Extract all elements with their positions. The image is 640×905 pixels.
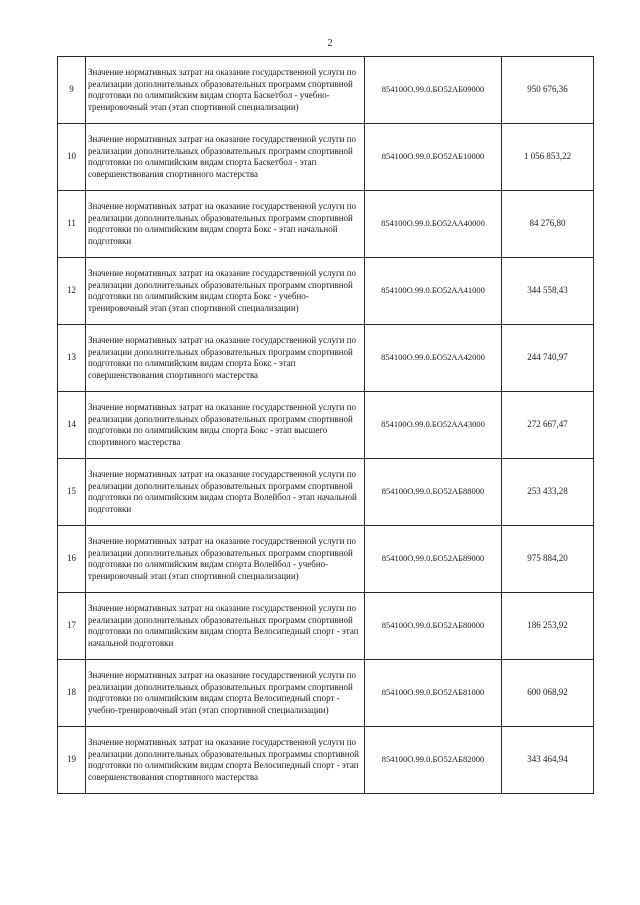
row-description: Значение нормативных затрат на оказание государственной услуги по реализации дополнительных образовательных программ спортивной подготовки по олимпийским видам спорта Баскетбол - учебно-тренировочный этап (этап спортивной специализации) [86, 57, 365, 124]
row-code: 854100О.99.0.БО52АА43000 [365, 392, 502, 459]
row-description: Значение нормативных затрат на оказание государственной услуги по реализации дополнительных образовательных программ спортивной подготовки по олимпийским видам спорта Волейбол - этап начальной подготовки [86, 459, 365, 526]
table-row [58, 258, 594, 325]
row-code: 854100О.99.0.БО52АБ80000 [365, 593, 502, 660]
row-number: 11 [58, 191, 86, 258]
row-code: 854100О.99.0.БО52АБ82000 [365, 727, 502, 794]
row-amount: 343 464,94 [502, 727, 594, 794]
row-description: Значение нормативных затрат на оказание государственной услуги по реализации дополнительных образовательных программ спортивной подготовки по олимпийским видам спорта Велосипедный спорт - учебно-тренировочный этап (этап спортивной специализации) [86, 660, 365, 727]
row-code: 854100О.99.0.БО52АА40000 [365, 191, 502, 258]
table-row [58, 392, 594, 459]
row-number: 17 [58, 593, 86, 660]
row-amount: 186 253,92 [502, 593, 594, 660]
row-amount: 244 740,97 [502, 325, 594, 392]
row-number: 9 [58, 57, 86, 124]
row-code: 854100О.99.0.БО52АА41000 [365, 258, 502, 325]
row-number: 19 [58, 727, 86, 794]
row-code: 854100О.99.0.БО52АБ89000 [365, 526, 502, 593]
row-number: 16 [58, 526, 86, 593]
row-number: 15 [58, 459, 86, 526]
row-amount: 84 276,80 [502, 191, 594, 258]
row-description: Значение нормативных затрат на оказание государственной услуги по реализации дополнительных образовательных программ спортивной подготовки по олимпийским видам спорта Велосипедный спорт - этап начальной подготовки [86, 593, 365, 660]
table-row [58, 459, 594, 526]
row-code: 854100О.99.0.БО52АБ10000 [365, 124, 502, 191]
row-description: Значение нормативных затрат на оказание государственной услуги по реализации дополнительных образовательных программы спортивной подготовки по олимпийским видам спорта Велосипедный спорт - этап совершенствования спортивного мастерства [86, 727, 365, 794]
row-number: 10 [58, 124, 86, 191]
row-number: 13 [58, 325, 86, 392]
row-description: Значение нормативных затрат на оказание государственной услуги по реализации дополнительных образовательных программ спортивной подготовки по олимпийским видам спорта Баскетбол - этап совершенствования спортивного мастерства [86, 124, 365, 191]
table-row [58, 57, 594, 124]
row-amount: 253 433,28 [502, 459, 594, 526]
row-description: Значение нормативных затрат на оказание государственной услуги по реализации дополнительных образовательных программ спортивной подготовки по олимпийским видам спорта Бокс - этап начальной подготовки [86, 191, 365, 258]
table-row [58, 124, 594, 191]
table-row [58, 191, 594, 258]
row-code: 854100О.99.0.БО52АБ88000 [365, 459, 502, 526]
row-amount: 600 068,92 [502, 660, 594, 727]
row-number: 18 [58, 660, 86, 727]
row-amount: 950 676,36 [502, 57, 594, 124]
row-description: Значение нормативных затрат на оказание государственной услуги по реализации дополнительных образовательных программ спортивной подготовки по олимпийским видам спорта Бокс - учебно-тренировочный этап (этап спортивной специализации) [86, 258, 365, 325]
table-row [58, 526, 594, 593]
row-amount: 975 884,20 [502, 526, 594, 593]
normative-costs-table [57, 56, 594, 794]
row-number: 14 [58, 392, 86, 459]
table-row [58, 727, 594, 794]
row-code: 854100О.99.0.БО52АА42000 [365, 325, 502, 392]
row-amount: 272 667,47 [502, 392, 594, 459]
row-amount: 1 056 853,22 [502, 124, 594, 191]
row-description: Значение нормативных затрат на оказание государственной услуги по реализации дополнительных образовательных программ спортивной подготовки по олимпийским видам спорта Волейбол - учебно-тренировочный этап (этап спортивной специализации) [86, 526, 365, 593]
page-number: 2 [327, 38, 333, 49]
row-code: 854100О.99.0.БО52АБ09000 [365, 57, 502, 124]
row-code: 854100О.99.0.БО52АБ81000 [365, 660, 502, 727]
row-description: Значение нормативных затрат на оказание государственной услуги по реализации дополнительных образовательных программ спортивной подготовки по олимпийским виды спорта Бокс - этап высшего спортивного мастерства [86, 392, 365, 459]
row-number: 12 [58, 258, 86, 325]
table-row [58, 593, 594, 660]
table-row [58, 325, 594, 392]
row-amount: 344 558,43 [502, 258, 594, 325]
table-row [58, 660, 594, 727]
row-description: Значение нормативных затрат на оказание государственной услуги по реализации дополнительных образовательных программ спортивной подготовки по олимпийским видам спорта Бокс - этап совершенствования спортивного мастерства [86, 325, 365, 392]
